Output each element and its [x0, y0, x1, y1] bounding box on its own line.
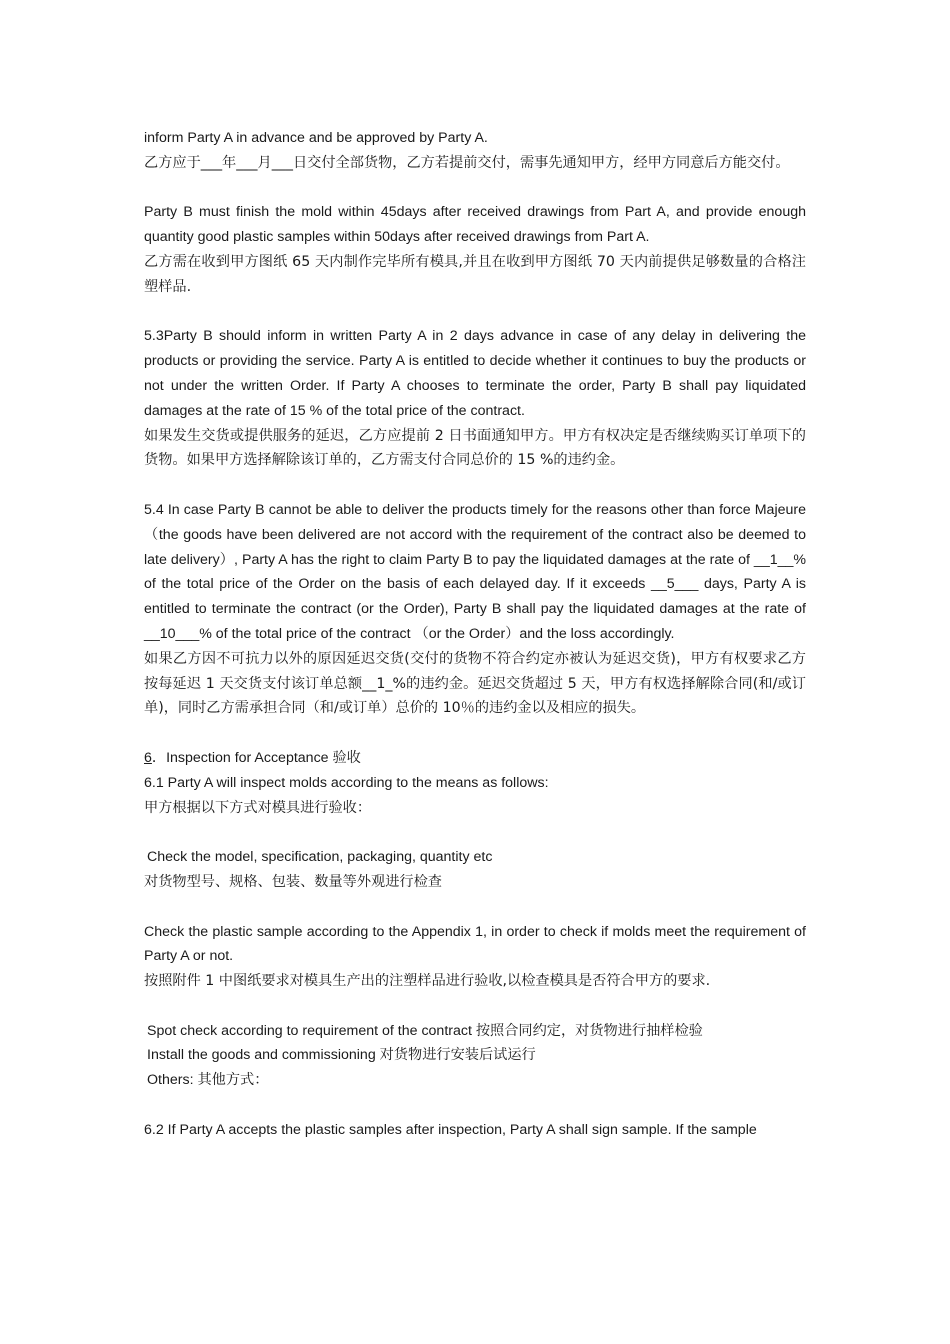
blank-line [144, 721, 806, 746]
clause-6-1-cn: 甲方根据以下方式对模具进行验收： [144, 799, 372, 816]
paragraph-mold-finish-cn: 乙方需在收到甲方图纸 65 天内制作完毕所有模具,并且在收到甲方图纸 70 天内前提供足够数量的合格注塑样品. [144, 253, 806, 295]
others-line: Others: 其他方式： [147, 1072, 269, 1089]
section-title: ．Inspection for Acceptance 验收 [151, 749, 361, 766]
paragraph-delivery-date-cn: 乙方应于___年___月___日交付全部货物，乙方若提前交付，需事先通知甲方，经甲方同意后方能交付。 [144, 154, 790, 171]
clause-5-3-cn: 如果发生交货或提供服务的延迟，乙方应提前 2 日书面通知甲方。甲方有权决定是否继续购买订单项下的货物。如果甲方选择解除该订单的，乙方需支付合同总价的 15 %的违约金。 [144, 427, 806, 469]
blank-line [144, 994, 806, 1019]
blank-line [144, 1093, 806, 1118]
section-number: 6 [144, 749, 152, 766]
clause-5-3-en: 5.3Party B should inform in written Party A in 2 days advance in case of any delay in delivering the products or providing the service. Party A is entitled to decide whether it continues to buy the products or not under the written Order. If Party A chooses to terminate the order, Party B shall pay liquidated damages at the rate of 15 % of the total price of the contract. [144, 328, 806, 419]
paragraph-delivery-advance-en: inform Party A in advance and be approved by Party A. [144, 130, 488, 146]
clause-5-4-cn: 如果乙方因不可抗力以外的原因延迟交货(交付的货物不符合约定亦被认为延迟交货)，甲方有权要求乙方按每延迟 1 天交货支付该订单总额__1_%的违约金。延迟交货超过 5 天，甲方有权选择解除合同(和/或订单)，同时乙方需承担合同（和/或订单）总价的 10％的违约金以及相应的损失。 [144, 650, 806, 717]
clause-6-2-en: 6.2 If Party A accepts the plastic samples after inspection, Party A shall sign sample. If the sample [144, 1121, 757, 1138]
check-plastic-sample-en: Check the plastic sample according to the Appendix 1, in order to check if molds meet the requirement of Party A or not. [144, 923, 806, 965]
check-model-en: Check the model, specification, packaging, quantity etc [147, 849, 493, 866]
blank-line [144, 176, 806, 201]
blank-line [144, 820, 806, 845]
clause-6-1-en: 6.1 Party A will inspect molds according to the means as follows: [144, 774, 549, 791]
spot-check-line: Spot check according to requirement of the contract 按照合同约定，对货物进行抽样检验 [147, 1022, 703, 1039]
paragraph-mold-finish-en: Party B must finish the mold within 45days after received drawings from Part A, and provide enough quantity good plastic samples within 50days after received drawings from Part A. [144, 204, 806, 246]
blank-line [144, 300, 806, 325]
blank-line [144, 895, 806, 920]
blank-line [144, 473, 806, 498]
check-plastic-sample-cn: 按照附件 1 中图纸要求对模具生产出的注塑样品进行验收,以检查模具是否符合甲方的要求. [144, 973, 711, 990]
install-commission-line: Install the goods and commissioning 对货物进行安装后试运行 [147, 1047, 536, 1064]
document-body [144, 126, 806, 1143]
clause-5-4-en: 5.4 In case Party B cannot be able to deliver the products timely for the reasons other than force Majeure（the goods have been delivered are not accord with the requirement of the contract also be deemed to late delivery）, Party A has the right to claim Party B to pay the liquidated damages at the rate of __1__% of the total price of the Order on the basis of each delayed day. If it exceeds __5___ days, Party A is entitled to terminate the contract (or the Order), Party B shall pay the liquidated damages at the rate of __10___% of the total price of the contract （or the Order）and the loss accordingly. [144, 501, 806, 642]
section-6-heading [144, 746, 806, 771]
check-model-cn: 对货物型号、规格、包装、数量等外观进行检查 [144, 873, 442, 890]
